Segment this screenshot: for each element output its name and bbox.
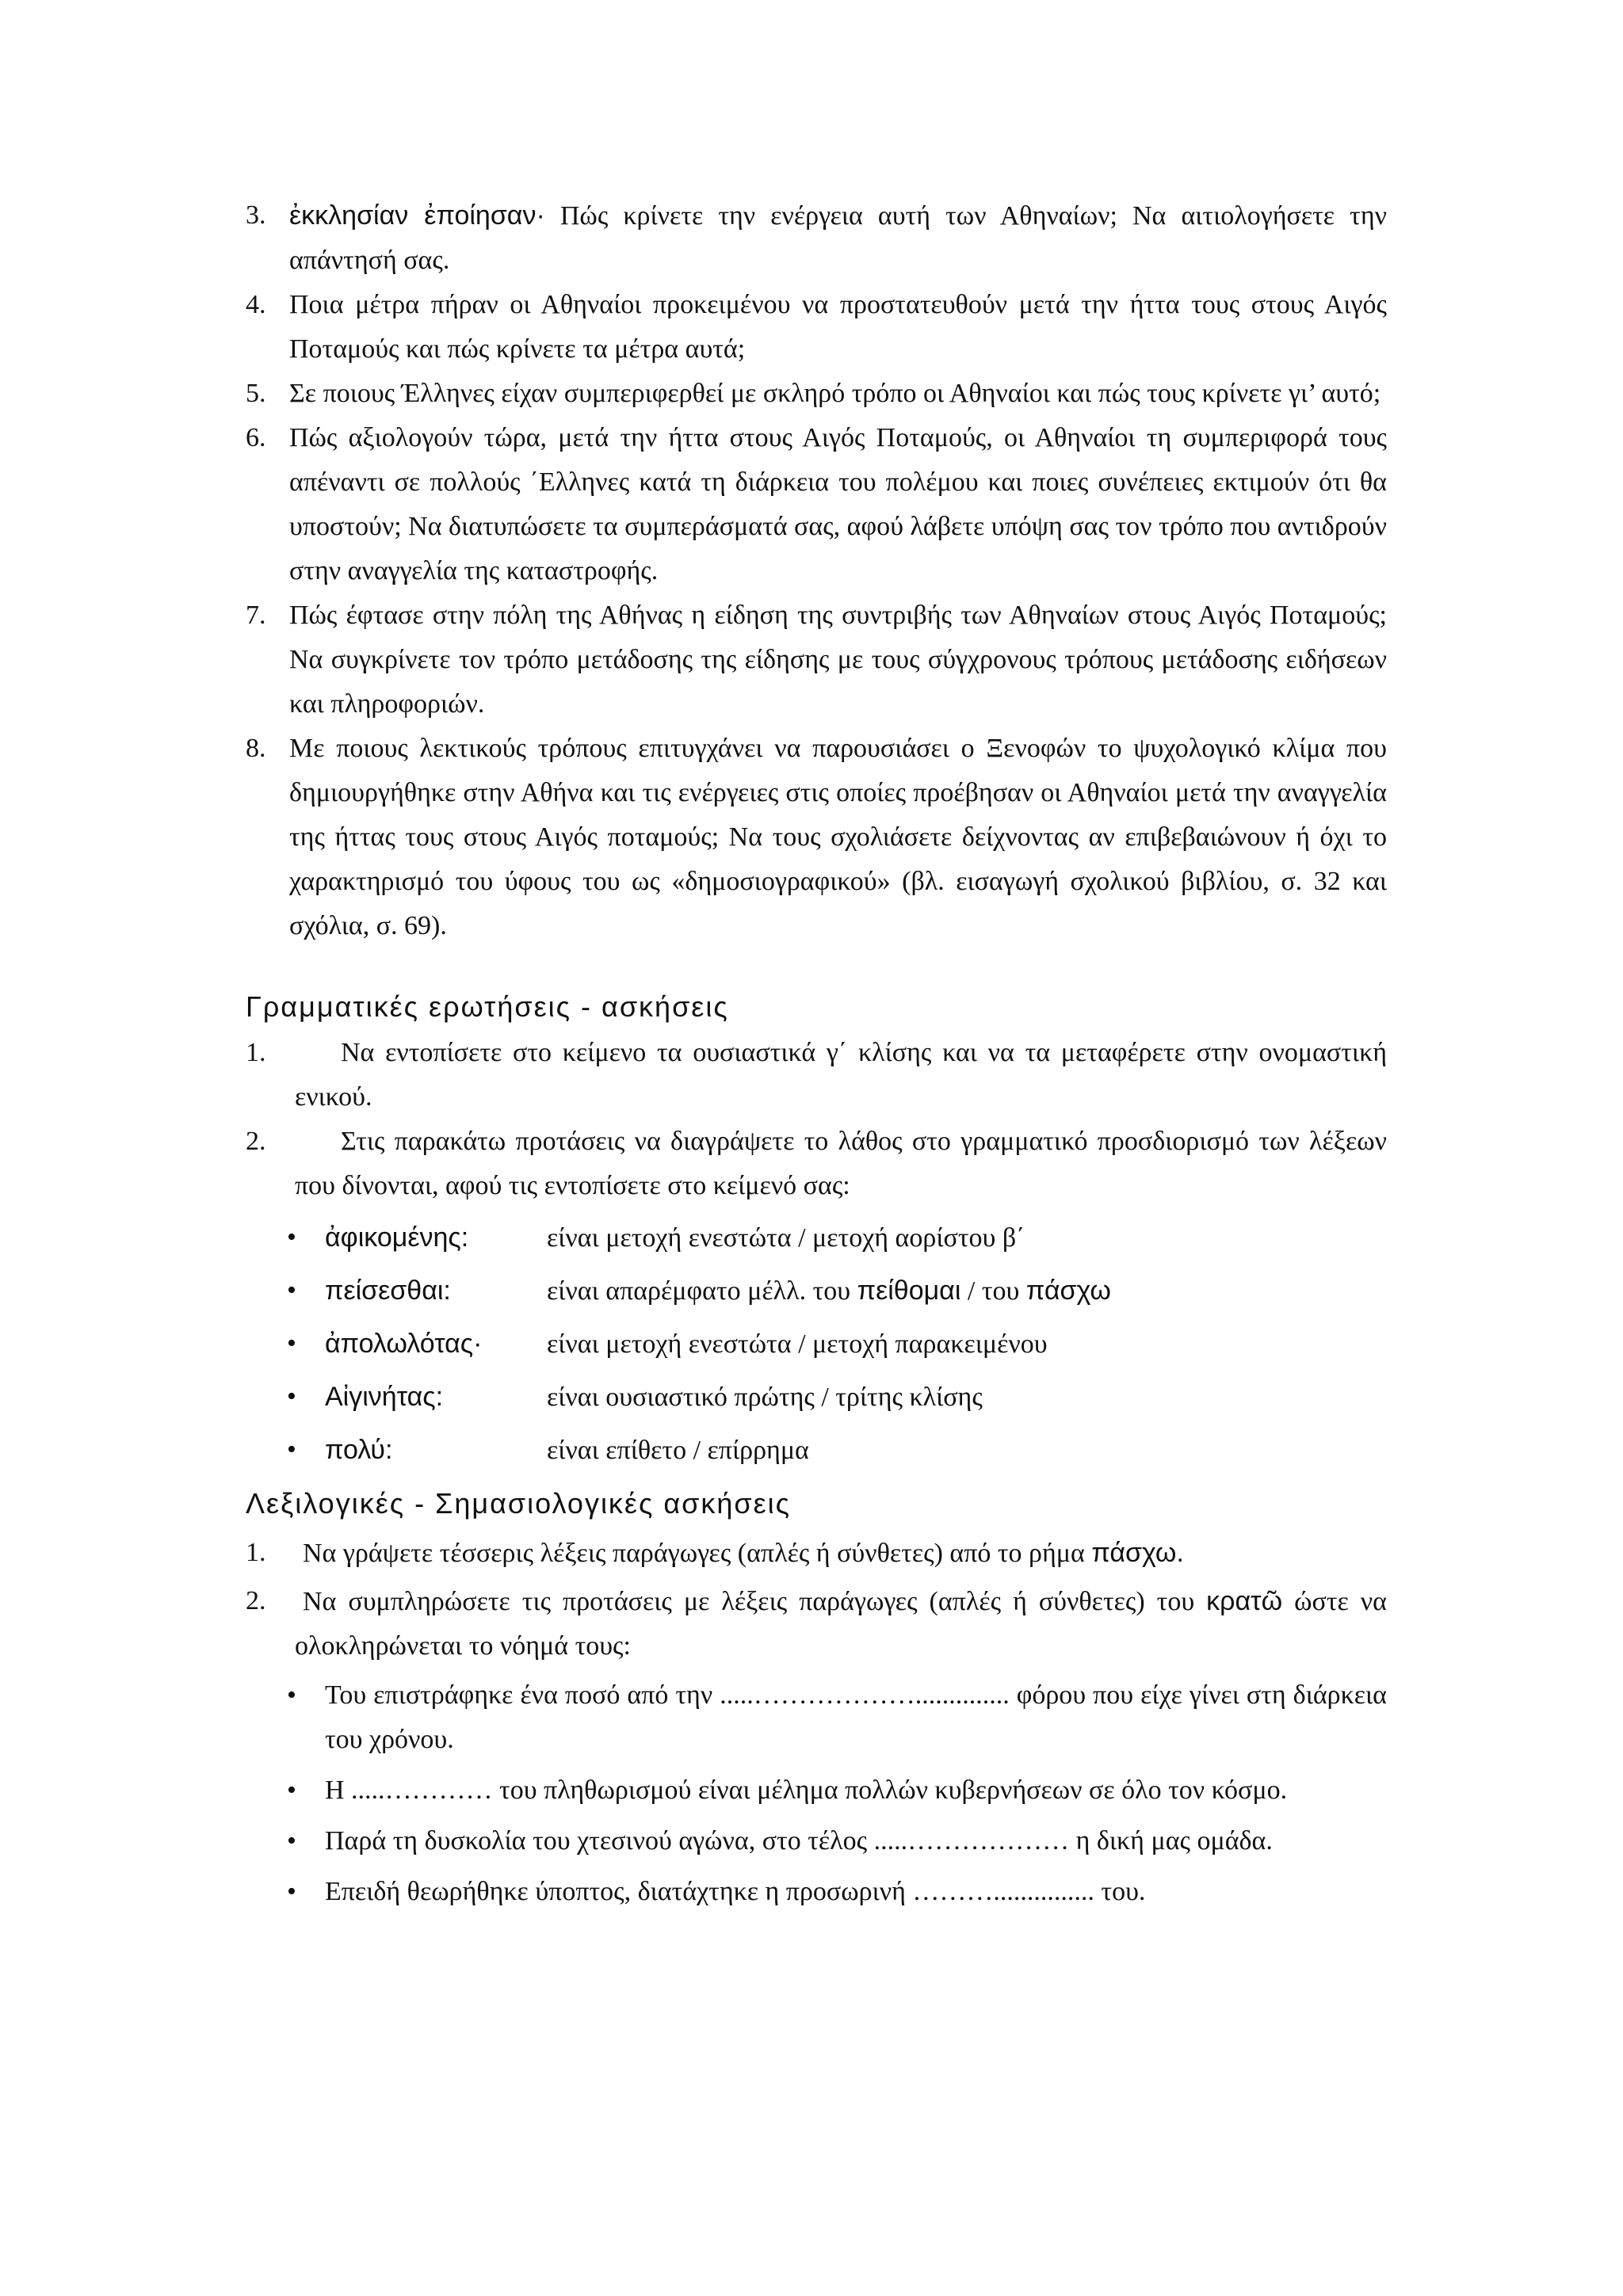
bullet-term: πολύ: [325, 1435, 393, 1465]
question-number: 1. [246, 1538, 266, 1567]
bullet-icon: • [287, 1276, 296, 1305]
bullet-text: πείθομαι [857, 1276, 961, 1306]
grammar-bullet-item [246, 1374, 1387, 1421]
bullet-text: είναι απαρέμφατο μέλλ. του [547, 1276, 857, 1306]
question-4 [246, 283, 1387, 372]
grammar-bullet-item [246, 1321, 1387, 1367]
bullet-text: είναι επίθετο / επίρρημα [547, 1436, 809, 1465]
grammar-question-2 [246, 1119, 1387, 1208]
question-number: 8. [246, 734, 266, 763]
question-number: 2. [246, 1586, 266, 1615]
grammar-heading: Γραμματικές ερωτήσεις - ασκήσεις [246, 990, 729, 1023]
question-text: κρατῶ [1206, 1586, 1283, 1616]
grammar-bullet-item [246, 1215, 1387, 1261]
bullet-term: ἀφικομένης: [325, 1222, 469, 1253]
bullet-icon: • [287, 1775, 296, 1805]
bullet-text: είναι ουσιαστικό πρώτης / τρίτης κλίσης [547, 1383, 983, 1412]
question-3 [246, 193, 1387, 283]
fill-in-text: Του επιστράφηκε ένα ποσό από την .....……………….............. φόρου που είχε γίνει στη διάρκεια του χρόνου. [325, 1680, 1387, 1754]
grammar-bullet-item [246, 1268, 1387, 1314]
bullet-icon: • [287, 1222, 296, 1252]
bullet-icon: • [287, 1435, 296, 1464]
bullet-icon: • [287, 1826, 296, 1855]
grammar-bullet-item [246, 1427, 1387, 1474]
question-6 [246, 416, 1387, 593]
question-text: Να γράψετε τέσσερις λέξεις παράγωγες (απλές ή σύνθετες) από το ρήμα [303, 1539, 1092, 1568]
question-text: Πώς κρίνετε την ενέργεια αυτή των Αθηναίων; Να αιτιολογήσετε την απάντησή σας. [289, 201, 1387, 275]
question-7 [246, 593, 1387, 727]
fill-in-item [246, 1819, 1387, 1863]
grammar-question-1 [246, 1031, 1387, 1119]
document-page [246, 193, 1387, 1920]
question-text: Να εντοπίσετε στο κείμενο τα ουσιαστικά γ΄ κλίσης και να τα μεταφέρετε στην ονομαστική ενικού. [295, 1038, 1387, 1112]
bullet-icon: • [287, 1382, 296, 1411]
bullet-text: είναι μετοχή ενεστώτα / μετοχή αορίστου β΄ [547, 1223, 1025, 1253]
question-5 [246, 372, 1387, 416]
bullet-text: / του [960, 1276, 1026, 1306]
bullet-icon: • [287, 1329, 296, 1358]
questions-list [246, 193, 1387, 948]
fill-in-item [246, 1870, 1387, 1914]
question-text: Σε ποιους Έλληνες είχαν συμπεριφερθεί με σκληρό τρόπο οι Αθηναίοι και πώς τους κρίνετε γι’ αυτό; [289, 379, 1381, 408]
question-number: 6. [246, 423, 266, 452]
grammar-bullet-list [246, 1215, 1387, 1474]
question-text: Στις παρακάτω προτάσεις να διαγράψετε το λάθος στο γραμματικό προσδιορισμό των λέξεων που δίνονται, αφού τις εντοπίσετε στο κείμενό σας: [295, 1127, 1387, 1200]
fill-in-text: Η .....………… του πληθωρισμού είναι μέλημα πολλών κυβερνήσεων σε όλο τον κόσμο. [325, 1775, 1288, 1805]
question-8 [246, 727, 1387, 948]
question-text: Να συμπληρώσετε τις προτάσεις με λέξεις παράγωγες (απλές ή σύνθετες) του [303, 1587, 1207, 1616]
question-number: 2. [246, 1127, 266, 1156]
question-number: 1. [246, 1038, 266, 1067]
question-text: πάσχω. [1091, 1538, 1184, 1568]
fill-in-item [246, 1768, 1387, 1813]
quoted-phrase: ἐκκλησίαν ἐποίησαν· [289, 200, 545, 231]
lexical-question [246, 1531, 1387, 1576]
bullet-term: πείσεσθαι: [325, 1276, 451, 1306]
question-text: ώστε να ολοκληρώνεται το νόημά τους: [295, 1587, 1387, 1661]
bullet-icon: • [287, 1877, 296, 1906]
question-number: 7. [246, 601, 266, 630]
fill-in-item [246, 1673, 1387, 1762]
question-text: Ποια μέτρα πήραν οι Αθηναίοι προκειμένου να προστατευθούν μετά την ήττα τους στους Αιγός Ποταμούς και πώς κρίνετε τα μέτρα αυτά; [289, 290, 1387, 364]
lexical-question [246, 1579, 1387, 1669]
bullet-term: Αἰγινήτας: [325, 1382, 444, 1412]
question-text: Πώς έφτασε στην πόλη της Αθήνας η είδηση της συντριβής των Αθηναίων στους Αιγός Ποταμούς; Να συγκρίνετε τον τρόπο μετάδοσης της είδησης με τους σύγχρονους τρόπους μετάδοσης ειδήσεων και πληροφοριών. [289, 601, 1387, 719]
fill-in-text: Επειδή θεωρήθηκε ύποπτος, διατάχτηκε η προσωρινή ………............... του. [325, 1877, 1146, 1906]
lexical-questions [246, 1531, 1387, 1669]
question-text: Με ποιους λεκτικούς τρόπους επιτυγχάνει να παρουσιάσει ο Ξενοφών το ψυχολογικό κλίμα που δημιουργήθηκε στην Αθήνα και τις ενέργειες στις οποίες προέβησαν οι Αθηναίοι μετά την αναγγελία της ήττας τους στους Αιγός ποταμούς; Να τους σχολιάσετε δείχνοντας αν επιβεβαιώνουν ή όχι το χαρακτηρισμό του ύφους του ως «δημοσιογραφικού» (βλ. εισαγωγή σχολικού βιβλίου, σ. 32 και σχόλια, σ. 69). [289, 734, 1387, 940]
question-number: 3. [246, 200, 266, 230]
bullet-text: είναι μετοχή ενεστώτα / μετοχή παρακειμένου [547, 1329, 1048, 1359]
fill-in-text: Παρά τη δυσκολία του χτεσινού αγώνα, στο τέλος .....……………… η δική μας ομάδα. [325, 1826, 1273, 1855]
lexical-heading: Λεξιλογικές - Σημασιολογικές ασκήσεις [246, 1487, 792, 1520]
bullet-text: πάσχω [1025, 1276, 1111, 1306]
question-number: 4. [246, 290, 266, 319]
bullet-term: ἀπολωλότας· [325, 1329, 483, 1359]
bullet-icon: • [287, 1680, 296, 1710]
question-text: Πώς αξιολογούν τώρα, μετά την ήττα στους Αιγός Ποταμούς, οι Αθηναίοι τη συμπεριφορά τους απέναντι σε πολλούς ΄Ελληνες κατά τη διάρκεια του πολέμου και ποιες συνέπειες εκτιμούν ότι θα υποστούν; Να διατυπώσετε τα συμπεράσματά σας, αφού λάβετε υπόψη σας τον τρόπο που αντιδρούν στην αναγγελία της καταστροφής. [289, 423, 1387, 585]
fill-in-list [246, 1673, 1387, 1914]
question-number: 5. [246, 379, 266, 408]
